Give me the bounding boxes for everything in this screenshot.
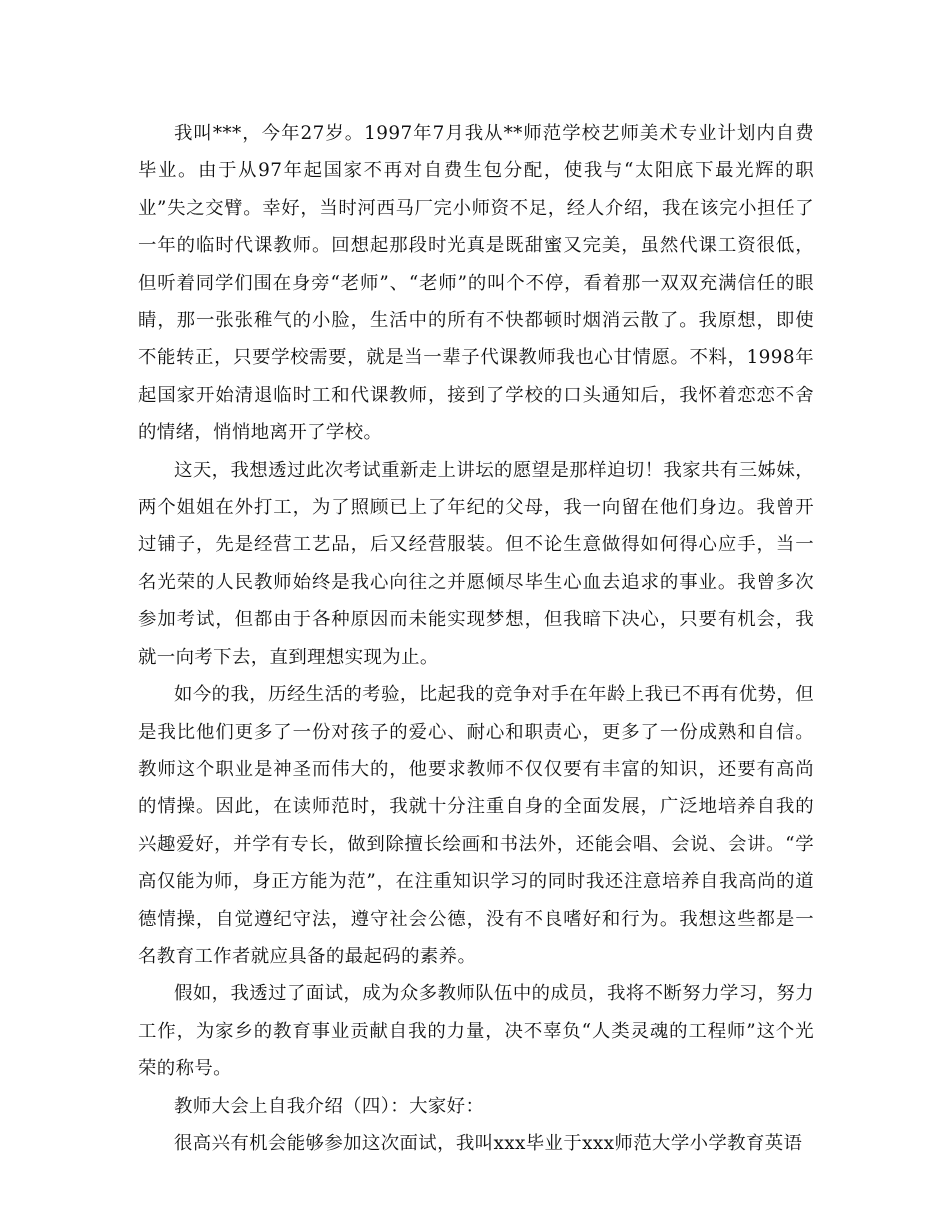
paragraph-2: 这天，我想透过此次考试重新走上讲坛的愿望是那样迫切！我家共有三姊妹，两个姐姐在外打工，为了照顾已上了年纪的父母，我一向留在他们身边。我曾开过铺子，先是经营工艺品，后又经营服装。但不论生意做得如何得心应手，当一名光荣的人民教师始终是我心向往之并愿倾尽毕生心血去追求的事业。我曾多次参加考试，但都由于各种原因而未能实现梦想，但我暗下决心，只要有机会，我就一向考下去，直到理想实现为止。: [138, 459, 814, 668]
paragraph-4: 假如，我透过了面试，成为众多教师队伍中的成员，我将不断努力学习，努力工作，为家乡的教育事业贡献自我的力量，决不辜负“人类灵魂的工程师”这个光荣的称号。: [138, 983, 814, 1080]
document-page: [138, 115, 814, 1162]
paragraph-3: 如今的我，历经生活的考验，比起我的竞争对手在年龄上我已不再有优势，但是我比他们更多了一份对孩子的爱心、耐心和职责心，更多了一份成熟和自信。教师这个职业是神圣而伟大的，他要求教师不仅仅要有丰富的知识，还要有高尚的情操。因此，在读师范时，我就十分注重自身的全面发展，广泛地培养自我的兴趣爱好，并学有专长，做到除擅长绘画和书法外，还能会唱、会说、会讲。“学高仅能为师，身正方能为范”，在注重知识学习的同时我还注意培养自我高尚的道德情操，自觉遵纪守法，遵守社会公德，没有不良嗜好和行为。我想这些都是一名教育工作者就应具备的最起码的素养。: [138, 684, 814, 967]
paragraph-5: 很高兴有机会能够参加这次面试，我叫xxx毕业于xxx师范大学小学教育英语: [174, 1132, 803, 1154]
paragraph-1: 我叫***，今年27岁。1997年7月我从**师范学校艺师美术专业计划内自费毕业。由于从97年起国家不再对自费生包分配，使我与“太阳底下最光辉的职业”失之交臂。幸好，当时河西马厂完小师资不足，经人介绍，我在该完小担任了一年的临时代课教师。回想起那段时光真是既甜蜜又完美，虽然代课工资很低，但听着同学们围在身旁“老师”、“老师”的叫个不停，看着那一双双充满信任的眼睛，那一张张稚气的小脸，生活中的所有不快都顿时烟消云散了。我原想，即使不能转正，只要学校需要，就是当一辈子代课教师我也心甘情愿。不料，1998年起国家开始清退临时工和代课教师，接到了学校的口头通知后，我怀着恋恋不舍的情绪，悄悄地离开了学校。: [138, 123, 814, 444]
section-heading: 教师大会上自我介绍（四）：大家好：: [174, 1095, 485, 1117]
